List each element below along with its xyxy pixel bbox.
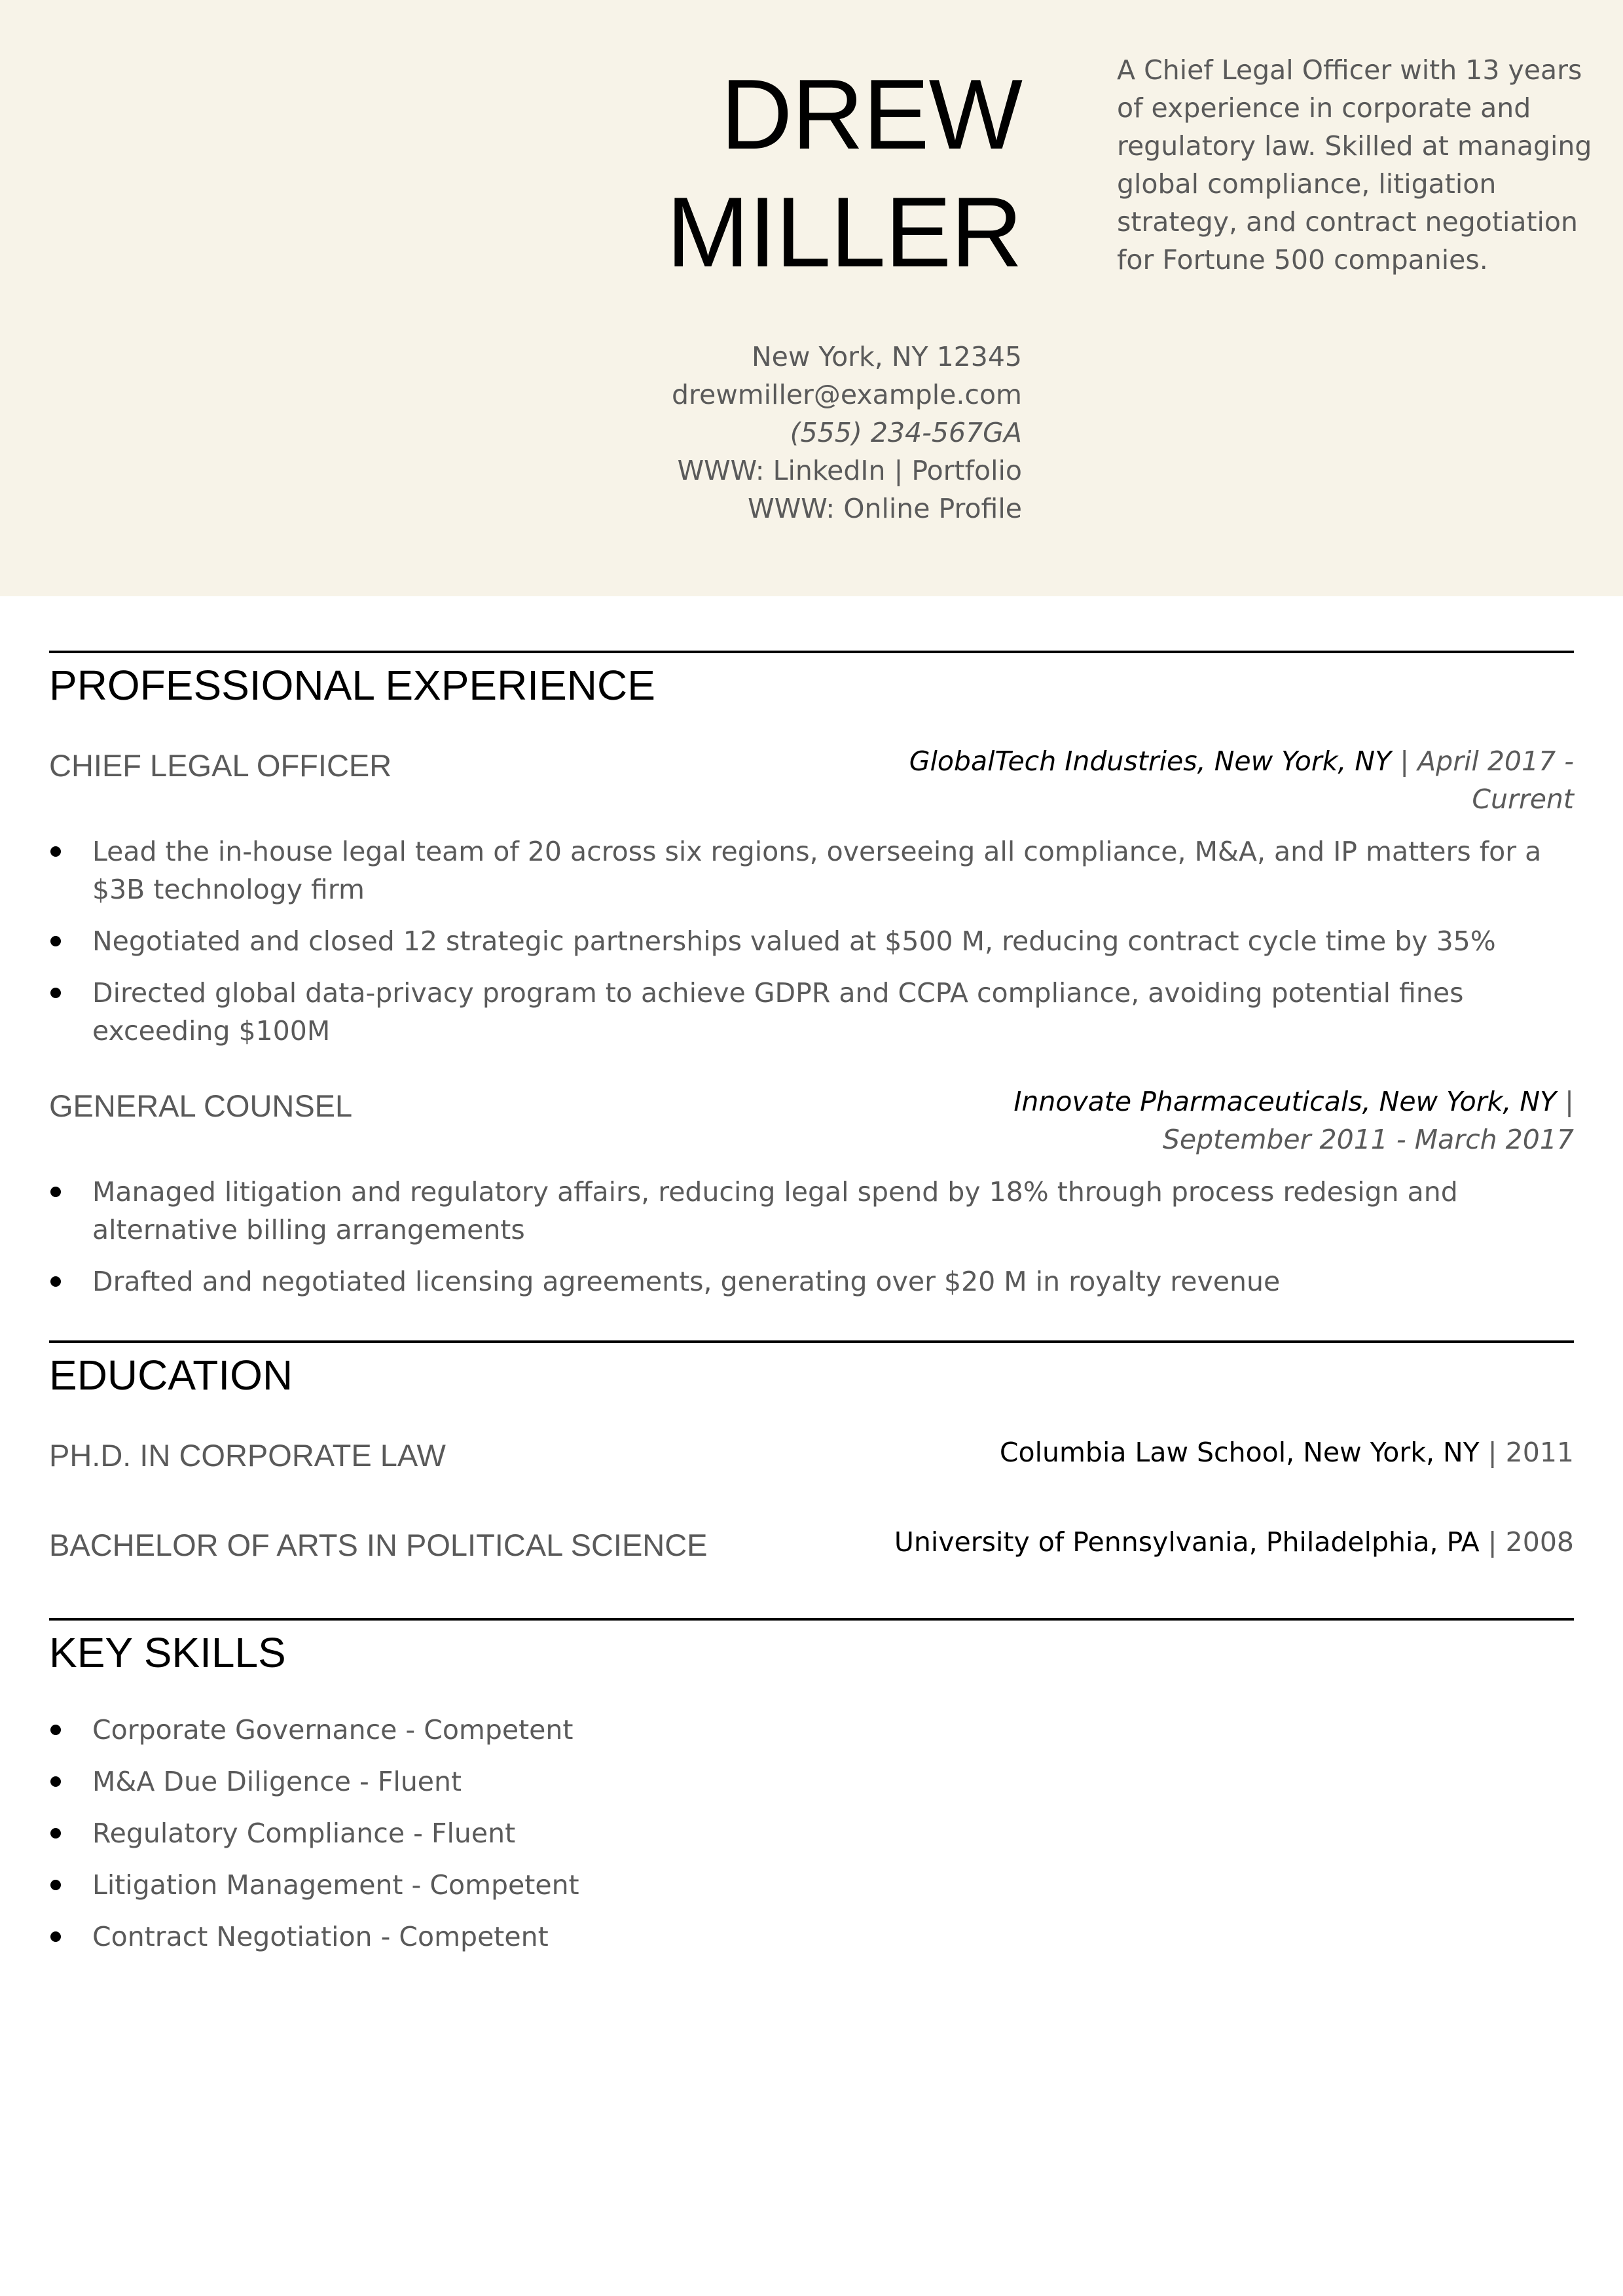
list-item <box>49 1763 1574 1801</box>
separator: | <box>1400 745 1410 777</box>
section-divider <box>49 1618 1574 1621</box>
skill-text: Corporate Governance - Competent <box>92 1714 574 1746</box>
links-line-1: WWW: LinkedIn | Portfolio <box>677 455 1022 486</box>
first-name: DREW <box>720 59 1022 170</box>
address: New York, NY 12345 <box>752 341 1022 372</box>
list-item <box>49 974 1574 1050</box>
bullet-dot-icon <box>50 1725 61 1735</box>
list-item <box>49 833 1574 908</box>
education-meta <box>1000 1433 1574 1471</box>
location: New York, NY <box>1379 1086 1557 1117</box>
separator: | <box>1565 1086 1574 1117</box>
bullet-dot-icon <box>50 1187 61 1197</box>
company: GlobalTech Industries <box>909 745 1197 777</box>
degree: BACHELOR OF ARTS IN POLITICAL SCIENCE <box>49 1528 708 1562</box>
list-item <box>49 1173 1574 1249</box>
bullet-text: Negotiated and closed 12 strategic partnerships valued at $500 M, reducing contract cycle time by 35% <box>92 925 1496 957</box>
list-item <box>49 1263 1574 1300</box>
job-bullets <box>49 1173 1574 1314</box>
comma: , <box>1362 1086 1379 1117</box>
section-divider <box>49 1340 1574 1343</box>
list-item <box>49 1866 1574 1904</box>
bullet-dot-icon <box>50 1776 61 1787</box>
comma: , <box>1197 745 1214 777</box>
list-item <box>49 1711 1574 1749</box>
bullet-dot-icon <box>50 1828 61 1839</box>
year: 2008 <box>1505 1526 1574 1558</box>
job-title: CHIEF LEGAL OFFICER <box>49 748 392 783</box>
bullet-text: Managed litigation and regulatory affairs, reducing legal spend by 18% through process redesign and alternative billing arrangements <box>92 1176 1458 1246</box>
bullet-text: Directed global data-privacy program to achieve GDPR and CCPA compliance, avoiding potential fines exceeding $100M <box>92 977 1464 1047</box>
skill-text: Regulatory Compliance - Fluent <box>92 1818 516 1849</box>
skill-text: Contract Negotiation - Competent <box>92 1921 549 1952</box>
school: University of Pennsylvania, Philadelphia, PA <box>894 1526 1480 1558</box>
job-meta <box>854 742 1574 818</box>
skills-heading: KEY SKILLS <box>49 1629 286 1676</box>
contact-info <box>672 338 1022 528</box>
professional-summary: A Chief Legal Officer with 13 years of experience in corporate and regulatory law. Skilled at managing global compliance, litigation strategy, and contract negotiation for Fortune 500 companies. <box>1117 54 1592 276</box>
bullet-dot-icon <box>50 988 61 998</box>
skill-text: M&A Due Diligence - Fluent <box>92 1766 462 1797</box>
bullet-dot-icon <box>50 936 61 946</box>
degree: PH.D. IN CORPORATE LAW <box>49 1438 446 1473</box>
separator: | <box>1487 1437 1497 1468</box>
list-item <box>49 1918 1574 1956</box>
email: drewmiller@example.com <box>671 379 1022 410</box>
dates: April 2017 - Current <box>1417 745 1574 815</box>
skills-list <box>49 1711 1574 1969</box>
job-bullets <box>49 833 1574 1064</box>
company: Innovate Pharmaceuticals <box>1013 1086 1362 1117</box>
skill-text: Litigation Management - Competent <box>92 1869 579 1901</box>
education-heading: EDUCATION <box>49 1352 293 1399</box>
links-line-2: WWW: Online Profile <box>748 493 1022 524</box>
education-meta <box>894 1523 1574 1561</box>
section-divider <box>49 651 1574 653</box>
last-name: MILLER <box>666 177 1022 288</box>
experience-heading: PROFESSIONAL EXPERIENCE <box>49 662 655 709</box>
list-item <box>49 1814 1574 1852</box>
bullet-dot-icon <box>50 1880 61 1890</box>
bullet-dot-icon <box>50 846 61 857</box>
location: New York, NY <box>1214 745 1392 777</box>
phone: (555) 234-567GA <box>790 417 1022 448</box>
bullet-text: Lead the in-house legal team of 20 across six regions, overseeing all compliance, M&A, and IP matters for a $3B technology firm <box>92 836 1542 905</box>
bullet-dot-icon <box>50 1276 61 1287</box>
bullet-dot-icon <box>50 1931 61 1942</box>
job-meta <box>919 1083 1574 1158</box>
resume-header <box>0 0 1623 596</box>
school: Columbia Law School, New York, NY <box>999 1437 1480 1468</box>
dates: September 2011 - March 2017 <box>1162 1124 1574 1155</box>
year: 2011 <box>1505 1437 1574 1468</box>
job-title: GENERAL COUNSEL <box>49 1088 353 1123</box>
candidate-name <box>666 56 1022 291</box>
list-item <box>49 922 1574 960</box>
separator: | <box>1487 1526 1497 1558</box>
bullet-text: Drafted and negotiated licensing agreements, generating over $20 M in royalty revenue <box>92 1266 1281 1297</box>
